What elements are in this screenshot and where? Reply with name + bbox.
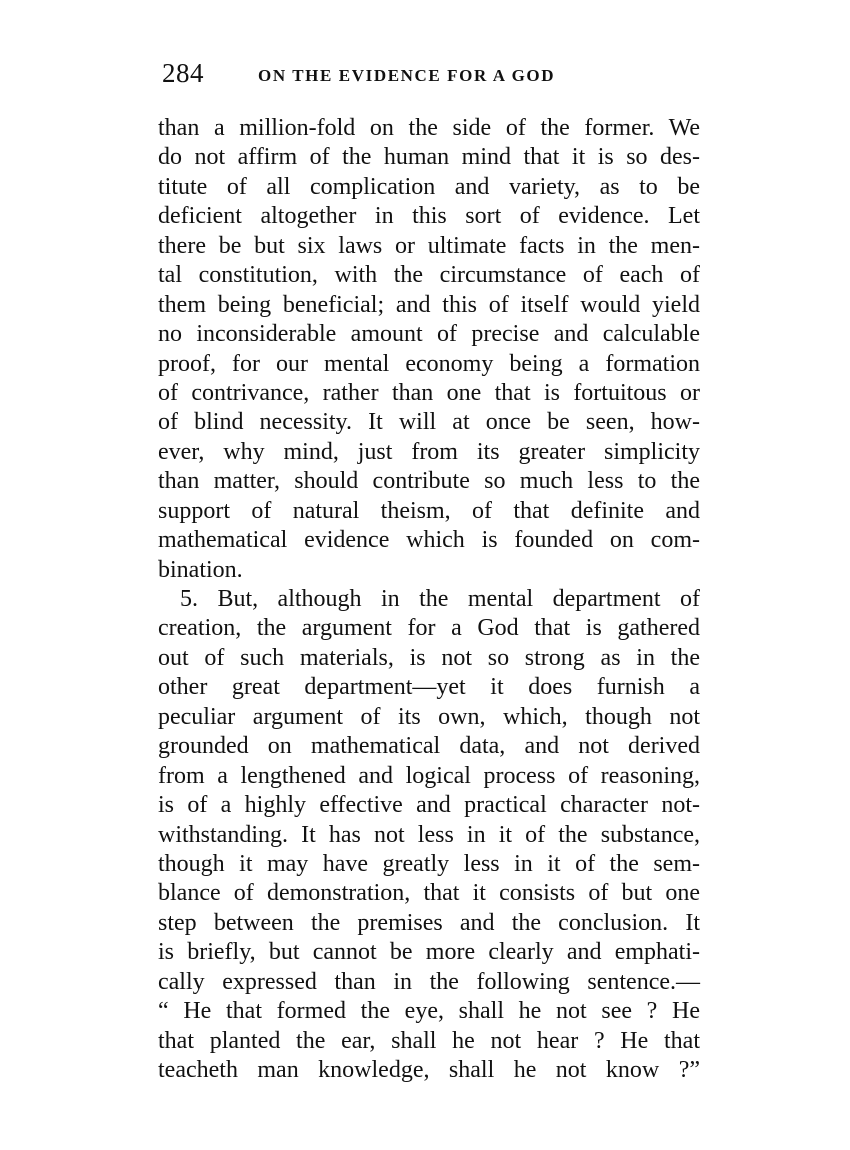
text-line: of contrivance, rather than one that is fortuitous or [158,379,700,406]
text-line: support of natural theism, of that definite and [158,497,700,524]
text-line: titute of all complication and variety, as to be [158,173,700,200]
text-line: ever, why mind, just from its greater simplicity [158,438,700,465]
text-line: of blind necessity. It will at once be seen, how- [158,409,700,436]
text-line: teacheth man knowledge, shall he not know ?” [158,1057,700,1083]
body-text [158,114,700,1085]
text-line: do not affirm of the human mind that it is so des- [158,144,700,171]
text-line: other great department—yet it does furnish a [158,674,700,701]
text-line: creation, the argument for a God that is gathered [158,615,700,642]
text-line: cally expressed than in the following sentence.— [158,968,700,995]
text-line: than a million-fold on the side of the former. We [158,115,700,141]
text-line: no inconsiderable amount of precise and calculable [158,321,700,348]
paragraph-start-line: 5. But, although in the mental department of [180,586,700,612]
text-line: is of a highly effective and practical character not- [158,792,700,819]
page-number: 284 [162,58,204,88]
text-line: tal constitution, with the circumstance of each of [158,262,700,289]
text-line: there be but six laws or ultimate facts in the men- [158,232,700,259]
text-line: them being beneficial; and this of itself would yield [158,291,700,318]
text-line: than matter, should contribute so much less to the [158,468,700,495]
text-line: from a lengthened and logical process of reasoning, [158,762,700,789]
running-head: ON THE EVIDENCE FOR A GOD [258,66,556,85]
text-line: grounded on mathematical data, and not derived [158,733,700,760]
text-line: withstanding. It has not less in it of the substance, [158,821,700,848]
text-line: proof, for our mental economy being a formation [158,350,700,377]
text-line: that planted the ear, shall he not hear ? He that [158,1027,700,1054]
page-header [158,58,718,92]
text-line: is briefly, but cannot be more clearly and emphati- [158,939,700,966]
text-line: blance of demonstration, that it consists of but one [158,880,700,907]
text-line: “ He that formed the eye, shall he not see ? He [158,998,700,1025]
text-line: out of such materials, is not so strong as in the [158,644,700,671]
text-line: mathematical evidence which is founded on com- [158,527,700,554]
paragraph-end-line: bination. [158,556,243,583]
text-line: deficient altogether in this sort of evidence. Let [158,203,700,230]
text-line: peculiar argument of its own, which, though not [158,703,700,730]
text-line: step between the premises and the conclusion. It [158,909,700,936]
text-line: though it may have greatly less in it of the sem- [158,850,700,877]
